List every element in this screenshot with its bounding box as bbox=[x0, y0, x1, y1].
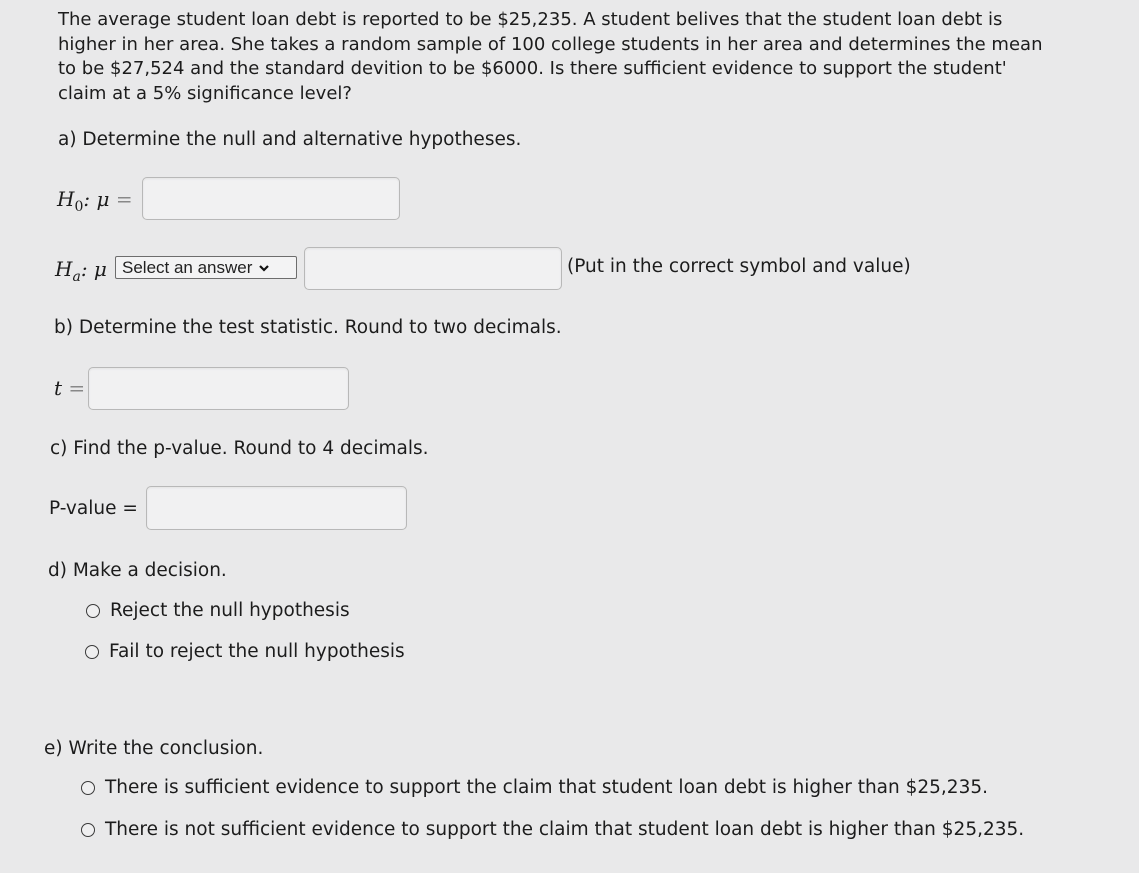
radio-button[interactable] bbox=[81, 823, 95, 837]
t-stat-input[interactable] bbox=[88, 367, 349, 410]
part-c-label: c) Find the p-value. Round to 4 decimals. bbox=[50, 438, 429, 459]
radio-button[interactable] bbox=[86, 604, 100, 618]
h0-value-input[interactable] bbox=[142, 177, 400, 220]
conclusion-option-sufficient[interactable]: There is sufficient evidence to support the claim that student loan debt is higher than $25,235. bbox=[81, 777, 988, 798]
part-d-label: d) Make a decision. bbox=[48, 560, 227, 581]
conclusion-option-not-sufficient[interactable]: There is not sufficient evidence to support the claim that student loan debt is higher than $25,235. bbox=[81, 819, 1024, 840]
p-value-input[interactable] bbox=[146, 486, 407, 530]
chevron-down-icon bbox=[258, 262, 270, 274]
h0-label: $H_0$: μ = bbox=[57, 187, 133, 215]
ha-label: $H_a$: μ bbox=[55, 257, 107, 285]
p-value-label: P-value = bbox=[49, 498, 138, 519]
t-label: t = bbox=[54, 376, 86, 400]
ha-hint: (Put in the correct symbol and value) bbox=[567, 256, 911, 277]
part-a-label: a) Determine the null and alternative hypotheses. bbox=[58, 129, 522, 150]
question-text: The average student loan debt is reported to be $25,235. A student belives that the student loan debt is higher in her area. She takes a random sample of 100 college students in her area and determines the mean to be $27,524 and the standard devition to be $6000. Is there sufficient evidence to support the student' claim at a 5% significance level? bbox=[58, 9, 1043, 104]
decision-option-fail[interactable]: Fail to reject the null hypothesis bbox=[85, 641, 405, 662]
select-value: Select an answer bbox=[122, 258, 253, 277]
radio-button[interactable] bbox=[81, 781, 95, 795]
ha-value-input[interactable] bbox=[304, 247, 562, 290]
ha-symbol-select[interactable] bbox=[115, 256, 297, 279]
part-b-label: b) Determine the test statistic. Round to two decimals. bbox=[54, 317, 562, 338]
part-e-label: e) Write the conclusion. bbox=[44, 738, 264, 759]
decision-option-reject[interactable]: Reject the null hypothesis bbox=[86, 600, 350, 621]
radio-button[interactable] bbox=[85, 645, 99, 659]
